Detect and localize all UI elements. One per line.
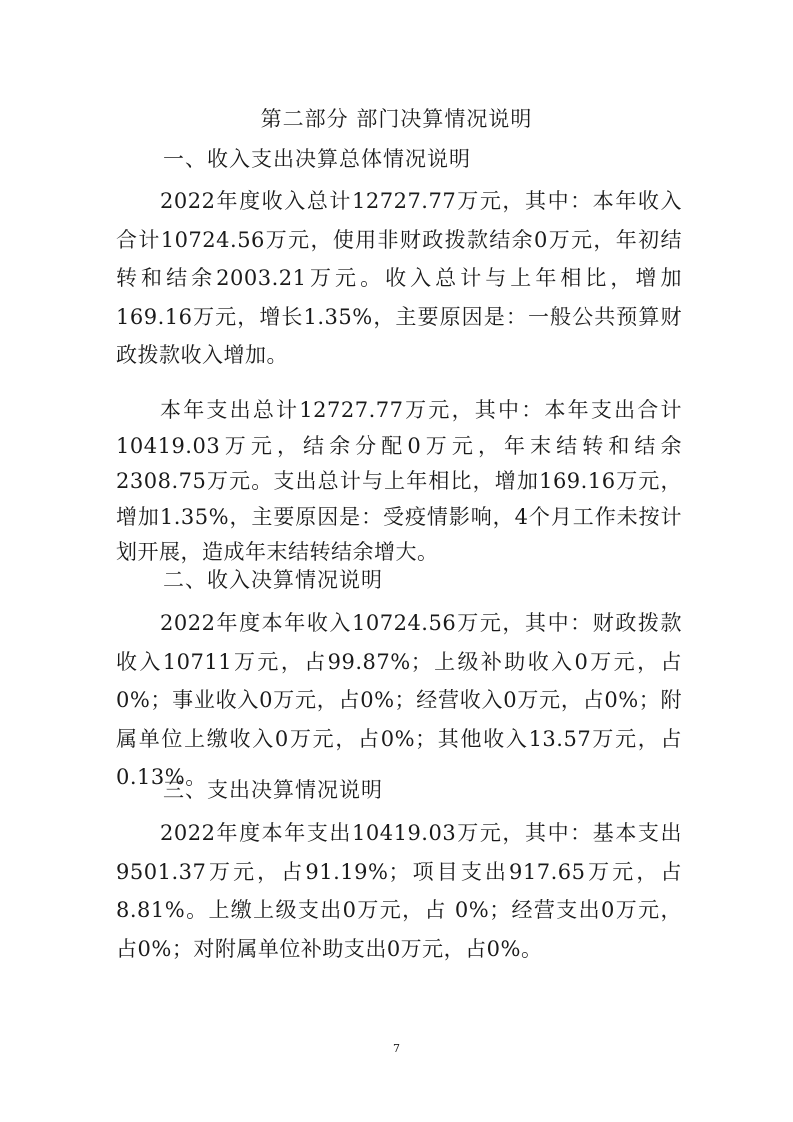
section-heading-overall: 一、收入支出决算总体情况说明 <box>163 147 471 171</box>
page-title: 第二部分 部门决算情况说明 <box>260 107 533 131</box>
page-number: 7 <box>393 1042 400 1055</box>
paragraph-income-overall: 2022年度收入总计12727.77万元，其中：本年收入合计10724.56万元，使用非财政拨款结余0万元，年初结转和结余2003.21万元。收入总计与上年相比，增加169.16万元，增长1.35%，主要原因是：一般公共预算财政拨款收入增加。 <box>116 189 682 367</box>
paragraph-expenditure-detail: 2022年度本年支出10419.03万元，其中：基本支出9501.37万元，占91.19%；项目支出917.65万元，占8.81%。上缴上级支出0万元，占 0%；经营支出0万元，占0%；对附属单位补助支出0万元，占0%。 <box>116 821 682 961</box>
section-heading-expenditure: 三、支出决算情况说明 <box>163 778 383 802</box>
paragraph-income-detail: 2022年度本年收入10724.56万元，其中：财政拨款收入10711万元，占99.87%；上级补助收入0万元，占0%；事业收入0万元，占0%；经营收入0万元，占0%；附属单位上缴收入0万元，占0%；其他收入13.57万元，占0.13%。 <box>116 611 682 789</box>
paragraph-expenditure-overall: 本年支出总计12727.77万元，其中：本年支出合计10419.03万元，结余分配0万元，年末结转和结余2308.75万元。支出总计与上年相比，增加169.16万元，增加1.35%，主要原因是：受疫情影响，4个月工作未按计划开展，造成年末结转结余增大。 <box>116 398 682 564</box>
section-heading-income: 二、收入决算情况说明 <box>163 568 383 592</box>
